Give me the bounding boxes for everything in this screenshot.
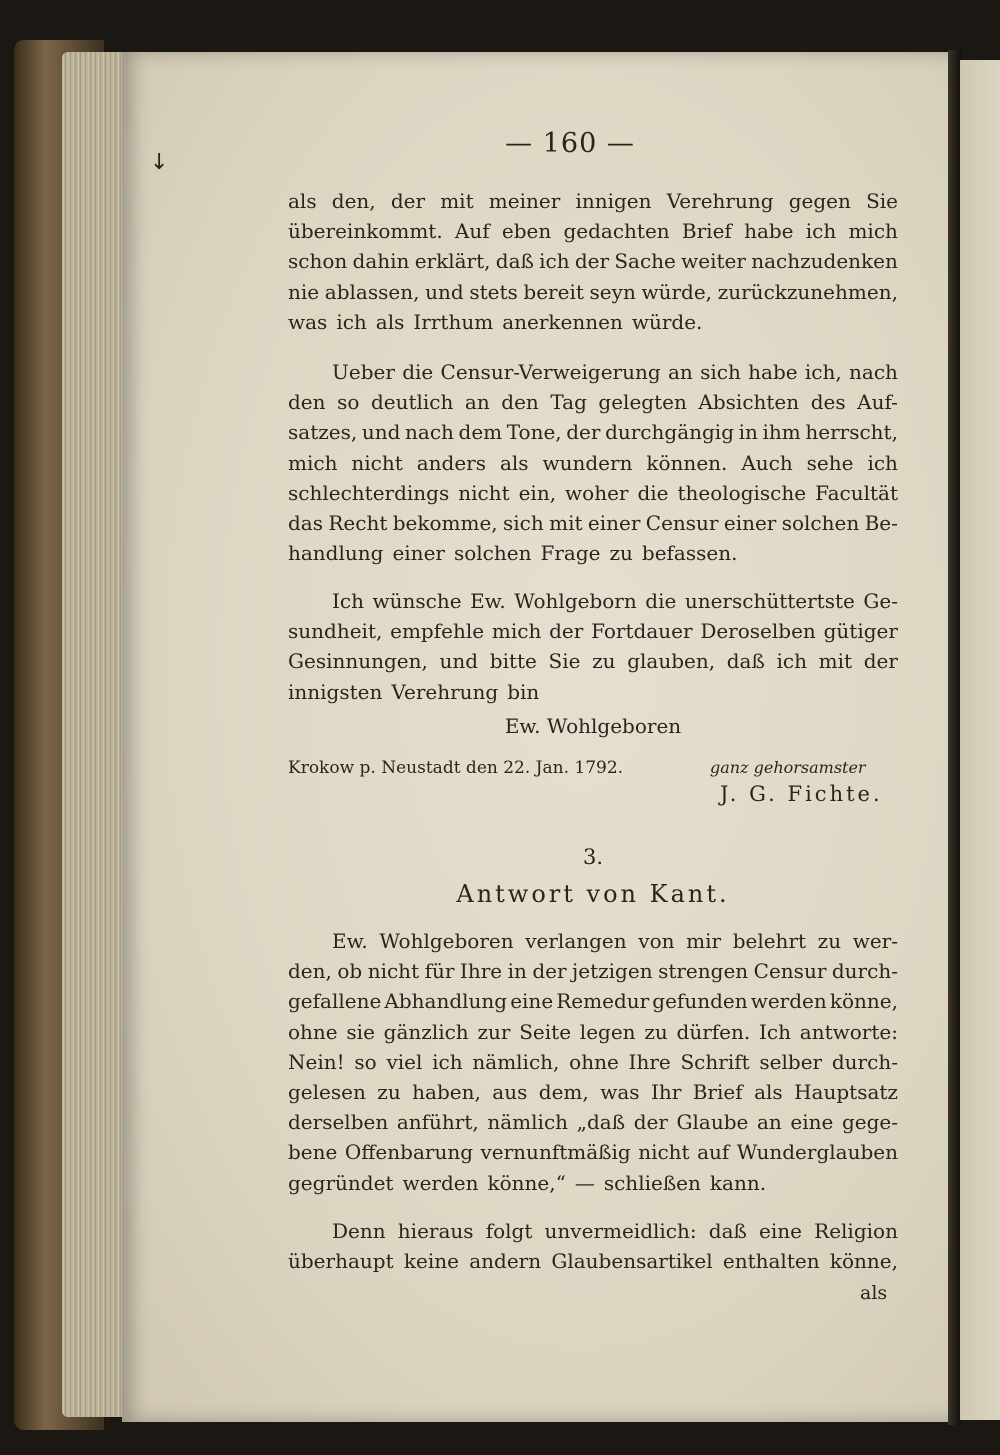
text-line: gelesen zu haben, aus dem, was Ihr Brief als Hauptsatz bbox=[288, 1080, 898, 1105]
text-line: handlung einer solchen Frage zu befassen. bbox=[288, 541, 738, 566]
section-title: Antwort von Kant. bbox=[456, 880, 730, 908]
text-line: nie ablassen, und stets bereit seyn würde, zurückzunehmen, bbox=[288, 279, 898, 304]
text-line: derselben anführt, nämlich „daß der Glaube an eine gege- bbox=[288, 1110, 898, 1135]
text-line: Gesinnungen, und bitte Sie zu glauben, daß ich mit der bbox=[288, 649, 898, 674]
section-number: 3. bbox=[582, 845, 604, 869]
text-line: Ueber die Censur-Verweigerung an sich habe ich, nach bbox=[332, 360, 898, 384]
text-line: schon dahin erklärt, daß ich der Sache weiter nachzudenken bbox=[288, 249, 898, 274]
page-number: — 160 — bbox=[505, 128, 635, 159]
text-line: Denn hieraus folgt unvermeidlich: daß eine Religion bbox=[332, 1219, 898, 1243]
text-line: innigsten Verehrung bin bbox=[288, 679, 540, 704]
paragraph-1 bbox=[288, 186, 898, 337]
salutation: Ew. Wohlgeboren bbox=[504, 714, 682, 738]
paragraph-2 bbox=[288, 357, 898, 568]
text-line: gefallene Abhandlung eine Remedur gefunden werden könne, bbox=[288, 989, 898, 1014]
paragraph-4 bbox=[288, 926, 898, 1198]
text-line: als den, der mit meiner innigen Verehrung gegen Sie bbox=[288, 189, 898, 213]
text-line: bene Offenbarung vernunftmäßig nicht auf Wunderglauben bbox=[288, 1140, 898, 1165]
text-line: Nein! so viel ich nämlich, ohne Ihre Schrift selber durch- bbox=[288, 1049, 898, 1074]
text-line: übereinkommt. Auf eben gedachten Brief habe ich mich bbox=[288, 219, 898, 244]
paragraph-3 bbox=[288, 586, 898, 707]
facing-page-edge bbox=[960, 60, 1000, 1420]
text-line: gegründet werden könne,“ — schließen kann. bbox=[288, 1170, 767, 1195]
text-line: mich nicht anders als wundern können. Auch sehe ich bbox=[288, 450, 898, 475]
text-line: sundheit, empfehle mich der Fortdauer Deroselben gütiger bbox=[288, 619, 898, 644]
paragraph-5 bbox=[288, 1216, 898, 1276]
closing-formula: ganz gehorsamster bbox=[710, 758, 866, 777]
text-line: satzes, und nach dem Tone, der durchgängig in ihm herrscht, bbox=[288, 420, 898, 445]
text-line: den, ob nicht für Ihre in der jetzigen strengen Censur durch- bbox=[288, 959, 898, 984]
signature: J. G. Fichte. bbox=[720, 782, 883, 806]
text-line: ohne sie gänzlich zur Seite legen zu dürfen. Ich antworte: bbox=[288, 1019, 898, 1044]
catchword: als bbox=[860, 1282, 888, 1304]
text-line: schlechterdings nicht ein, woher die theologische Facultät bbox=[288, 480, 898, 505]
text-line: Ew. Wohlgeboren verlangen von mir belehrt zu wer- bbox=[332, 929, 898, 953]
margin-mark: ↓ bbox=[150, 150, 169, 175]
dateline: Krokow p. Neustadt den 22. Jan. 1792. bbox=[288, 758, 624, 778]
text-line: das Recht bekomme, sich mit einer Censur einer solchen Be- bbox=[288, 511, 898, 536]
text-line: Ich wünsche Ew. Wohlgeborn die unerschüttertste Ge- bbox=[332, 589, 898, 613]
text-line: überhaupt keine andern Glaubensartikel enthalten könne, bbox=[288, 1249, 898, 1274]
text-line: was ich als Irrthum anerkennen würde. bbox=[288, 309, 703, 334]
text-line: den so deutlich an den Tag gelegten Absichten des Auf- bbox=[288, 390, 898, 415]
page-stack-edges bbox=[62, 52, 124, 1417]
